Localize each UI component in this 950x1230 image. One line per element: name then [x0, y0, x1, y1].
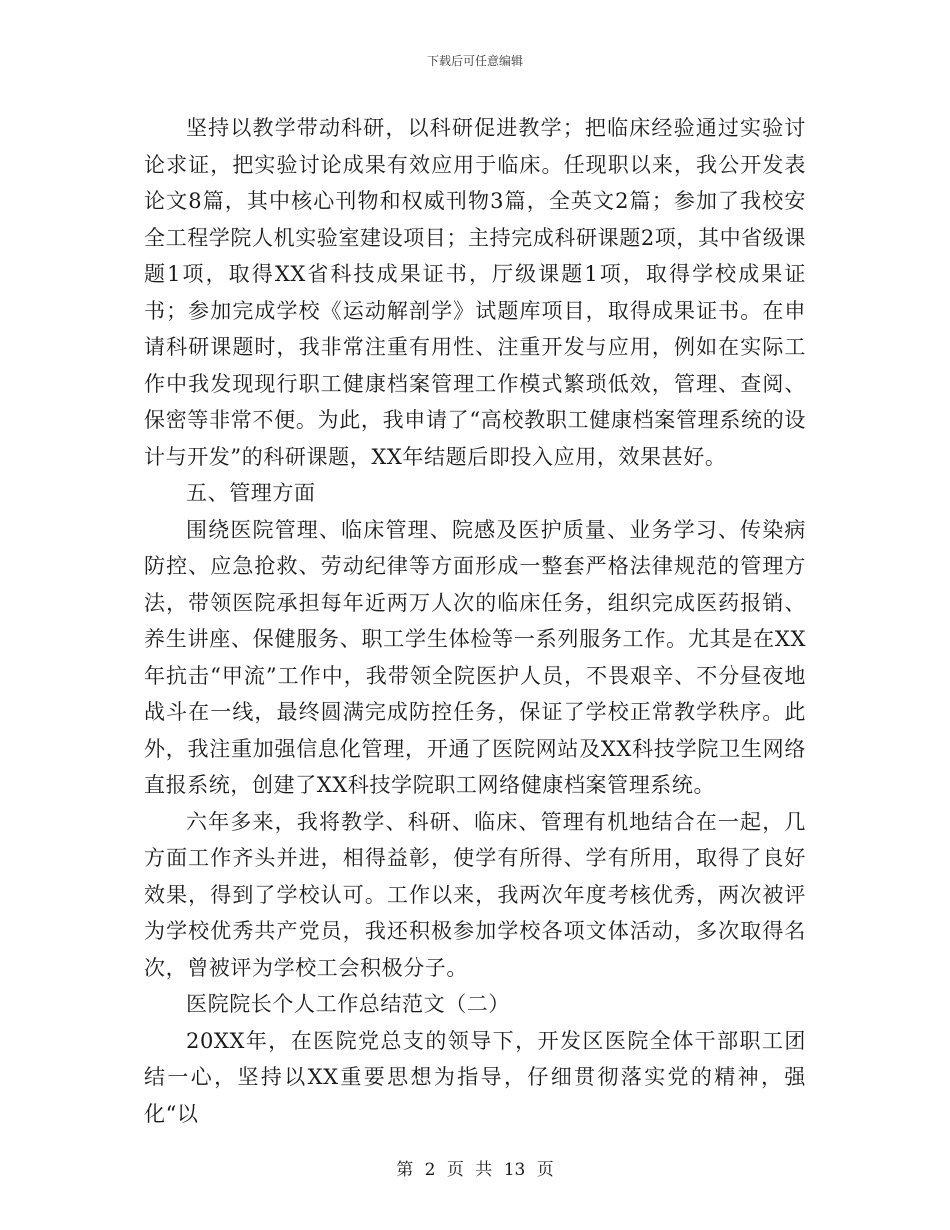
paragraph-management: 围绕医院管理、临床管理、院感及医护质量、业务学习、传染病防控、应急抢救、劳动纪律等方面形成一整套严格法律规范的管理方法，带领医院承担每年近两万人次的临床任务，组织完成医药报销、养生讲座、保健服务、职工学生体检等一系列服务工作。尤其是在XX年抗击“甲流”工作中，我带领全院医护人员，不畏艰辛、不分昼夜地战斗在一线，最终圆满完成防控任务，保证了学校正常教学秩序。此外，我注重加强信息化管理，开通了医院网站及XX科技学院卫生网络直报系统，创建了XX科技学院职工网络健康档案管理系统。	[144, 517, 806, 797]
paragraph-summary: 六年多来，我将教学、科研、临床、管理有机地结合在一起，几方面工作齐头并进，相得益彰，使学有所得、学有所用，取得了良好效果，得到了学校认可。工作以来，我两次年度考核优秀，两次被评为学校优秀共产党员，我还积极参加学校各项文体活动，多次取得名次，曾被评为学校工会积极分子。	[144, 809, 806, 980]
page-header: 下载后可任意编辑	[426, 54, 523, 68]
document-body	[144, 110, 806, 1132]
section-heading-management: 五、管理方面	[186, 481, 316, 505]
paragraph-20xx: 20XX年，在医院党总支的领导下，开发区医院全体干部职工团结一心，坚持以XX重要思想为指导，仔细贯彻落实党的精神，强化“以	[144, 1028, 806, 1126]
page-number-footer: 第 2 页 共 13 页	[396, 1160, 554, 1180]
paragraph-research: 坚持以教学带动科研，以科研促进教学；把临床经验通过实验讨论求证，把实验讨论成果有效应用于临床。任现职以来，我公开发表论文8篇，其中核心刊物和权威刊物3篇，全英文2篇；参加了我校安全工程学院人机实验室建设项目；主持完成科研课题2项，其中省级课题1项，取得XX省科技成果证书，厅级课题1项，取得学校成果证书；参加完成学校《运动解剖学》试题库项目，取得成果证书。在申请科研课题时，我非常注重有用性、注重开发与应用，例如在实际工作中我发现现行职工健康档案管理工作模式繁琐低效，管理、查阅、保密等非常不便。为此，我申请了“高校教职工健康档案管理系统的设计与开发”的科研课题，XX年结题后即投入应用，效果甚好。	[144, 116, 806, 469]
section-heading-sample-two: 医院院长个人工作总结范文（二）	[186, 992, 510, 1016]
